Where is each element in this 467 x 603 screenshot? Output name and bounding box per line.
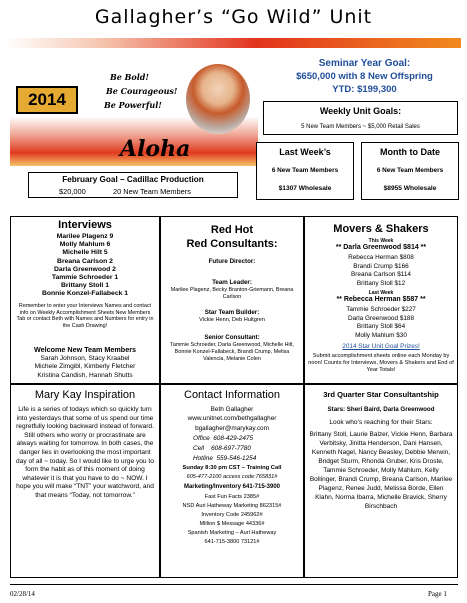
contact-million: Million $ Message 44336# <box>199 521 265 527</box>
senior-consultant-names: Tammie Schroeder, Darla Greenwood, Michelle Hilt, Bonnie Konzel-Fallabeck, Brandi Crump, Melisa Valencia, Melanie Colen <box>170 342 294 362</box>
contact-url[interactable]: www.unitnet.com/bethgallagher <box>187 415 277 422</box>
contact-spanish-number: 641-715-3800 73121# <box>204 539 260 545</box>
interview-entry: Breana Carlson 2 <box>57 257 113 265</box>
mover-entry: Brandi Crump $166 <box>353 262 409 270</box>
seminar-goal: $650,000 with 8 New Offspring <box>296 71 433 82</box>
quarter-reaching: Look who’s reaching for their Stars: <box>329 419 433 426</box>
movers-note: Submit accomplishment sheets online each Monday by noon! Counts for Interviews, Movers & Shakers and End of Year Totals! <box>308 353 454 374</box>
contact-office: Office 608-429-2475 <box>193 435 254 442</box>
contact-fast-facts: Fast Fun Facts 2385# <box>204 494 260 500</box>
welcome-list <box>11 355 159 380</box>
mover-entry: Darla Greenwood $188 <box>347 314 415 322</box>
quarter-stars: Stars: Sheri Baird, Darla Greenwood <box>327 406 435 413</box>
last-week-box <box>256 142 354 200</box>
weekly-goals-title: Weekly Unit Goals: <box>319 106 402 116</box>
contact-nsd: NSD Auri Hatheway Marketing 862315# <box>182 503 282 509</box>
mover-entry: Rebecca Herman $808 <box>348 254 414 261</box>
aloha-banner <box>10 56 258 166</box>
month-members: 6 New Team Members <box>376 167 444 174</box>
quarter-names: Brittany Stoll, Laurie Balzer, Vickie Henn, Barbara Verbitsky, Jinitta Henderson, Dani Hansen, Kenneth Nagel, Nancy Beasley, Debbie Merwin, Bridget Sturm, Rhonda Gruber, Kris Droste, Tammie Schroeder, Molly Mahlum, Kelly Bollinger, Brandi Crump, Breana Carlson, Marilee Plagenz, Renee Judd, Melissa Borde, Ellen Klahn, Norma Ibarra, Michelle Bravick, Sherry Birschbach <box>309 431 453 510</box>
star-team-builder-names: Vickie Henn, Deb Hultgren <box>199 317 265 323</box>
interview-entry: Michelle Hilt 5 <box>62 249 108 257</box>
seminar-title: Seminar Year Goal: <box>318 58 411 69</box>
interview-entry: Darla Greenwood 2 <box>54 265 116 273</box>
contact-inventory: Inventory Code 245962# <box>201 512 263 518</box>
month-wholesale: $8955 Wholesale <box>383 185 437 192</box>
interview-entry: Tammie Schroeder 1 <box>51 274 119 282</box>
quarter-star-box <box>304 384 458 578</box>
footer-page: Page 1 <box>428 590 447 598</box>
interview-entry: Brittany Stoll 1 <box>61 282 109 290</box>
mover-entry: Brittany Stoll $64 <box>356 323 406 331</box>
last-week-members: 6 New Team Members <box>271 167 339 174</box>
consultants-title-1: Red Hot <box>210 224 254 236</box>
movers-last-week-list <box>305 306 457 340</box>
inspiration-box <box>10 384 160 578</box>
last-week-title: Last Week’s <box>279 147 331 157</box>
mover-entry: Breana Carlson $114 <box>351 271 411 279</box>
contact-title: Contact Information <box>184 389 280 401</box>
slogan-3: Be Powerful! <box>104 100 162 110</box>
movers-this-week-label: This Week <box>368 238 394 244</box>
contact-marketing: Marketing/Inventory 641-715-3900 <box>183 484 281 490</box>
movers-last-week-label: Last Week <box>368 290 394 296</box>
mover-entry: Molly Mahlum $30 <box>355 331 407 339</box>
month-to-date-box <box>361 142 459 200</box>
february-goal-members: 20 New Team Members <box>113 187 191 196</box>
team-leader-names: Marilee Plagenz, Becky Branton-Griemann, Breana Carlson <box>170 287 294 300</box>
quarter-title: 3rd Quarter Star Consultantship <box>323 390 439 399</box>
february-goal-box <box>28 172 238 198</box>
portrait-photo <box>186 64 250 134</box>
consultants-box <box>160 216 304 384</box>
interview-entry: Bonnie Konzel-Fallabeck 1 <box>41 290 129 298</box>
slogan-1: Be Bold! <box>110 72 149 82</box>
inspiration-title: Mary Kay Inspiration <box>34 389 136 401</box>
star-team-builder-label: Star Team Builder: <box>204 309 260 316</box>
slogan-2: Be Courageous! <box>106 86 178 96</box>
interviews-note: Remember to enter your Interviews Names and contact info on Weekly Accomplishment Sheets New Members Tab or contact Beth with Names and Numbers for entry in the Cash Drawing! <box>16 303 154 329</box>
header-stripe <box>6 38 461 48</box>
weekly-goals-box <box>263 101 458 135</box>
mover-entry: Brittany Stoll $12 <box>356 279 406 287</box>
inspiration-text: Life is a series of todays which so quickly turn into yesterdays that some of us spend our time regretfully looking backward instead of forward. Still others who worry or procrastinate are always waiting for tomorrow. In both cases, the danger lies in overlooking the most important day of all ~ today. So I would like to urge you to form the habit as of this moment of doing whatever it is that you have to do ~ NOW. I hope you will make “TNT” your watchword, and that means “Today, not tomorrow.” <box>16 406 154 499</box>
movers-top-last-week: ** Rebecca Herman $587 ** <box>336 296 426 303</box>
aloha-script: Aloha <box>120 136 191 162</box>
star-prizes-link[interactable]: 2014 Star Unit Goal Prizes! <box>342 343 420 350</box>
contact-spanish: Spanish Marketing – Auri Hatheway <box>187 530 277 536</box>
movers-title: Movers & Shakers <box>333 223 429 235</box>
february-goal-amount: $20,000 <box>59 187 86 196</box>
contact-name: Beth Gallagher <box>210 406 254 413</box>
last-week-wholesale: $1307 Wholesale <box>278 185 332 192</box>
contact-access-code: 605-477-2100 access code:765831# <box>186 474 278 480</box>
interviews-box <box>10 216 160 384</box>
page-title: Gallagher’s “Go Wild” Unit <box>94 6 373 28</box>
seminar-ytd: YTD: $199,300 <box>332 84 397 95</box>
contact-hotline: Hotline 559-546-1254 <box>193 455 257 462</box>
interviews-list <box>11 233 159 299</box>
year-label: 2014 <box>16 86 78 114</box>
welcome-entry: Sarah Johnson, Stacy Kraabel <box>40 355 130 362</box>
consultants-title-2: Red Consultants: <box>186 238 278 250</box>
contact-sunday-call: Sunday 8:30 pm CST – Training Call <box>182 465 282 471</box>
interview-entry: Marilee Plagenz 9 <box>56 233 114 240</box>
month-title: Month to Date <box>380 147 440 157</box>
weekly-goals-text: 5 New Team Members ~ $5,000 Retail Sales <box>301 124 420 130</box>
contact-box <box>160 384 304 578</box>
movers-box <box>304 216 458 384</box>
movers-top-this-week: ** Darla Greenwood $814 ** <box>335 244 427 251</box>
contact-email[interactable]: bgallagher@marykay.com <box>195 425 269 432</box>
senior-consultant-label: Senior Consultant: <box>204 334 260 341</box>
footer-rule <box>10 584 458 585</box>
interview-entry: Molly Mahlum 6 <box>59 241 111 249</box>
team-leader-label: Team Leader: <box>212 279 252 286</box>
welcome-title: Welcome New Team Members <box>34 345 136 354</box>
welcome-entry: Michele Zimgibl, Kimberly Fletcher <box>34 363 136 371</box>
february-goal-title: February Goal – Cadillac Production <box>62 175 204 184</box>
contact-cell: Cell 608-697-7780 <box>193 445 251 452</box>
movers-this-week-list <box>305 254 457 288</box>
footer-date: 02/28/14 <box>10 590 35 598</box>
welcome-entry: Kristina Candish, Hannah Shutts <box>37 371 133 379</box>
future-director-label: Future Director: <box>208 258 256 265</box>
interviews-title: Interviews <box>58 219 112 231</box>
mover-entry: Tammie Schroeder $227 <box>346 306 416 313</box>
